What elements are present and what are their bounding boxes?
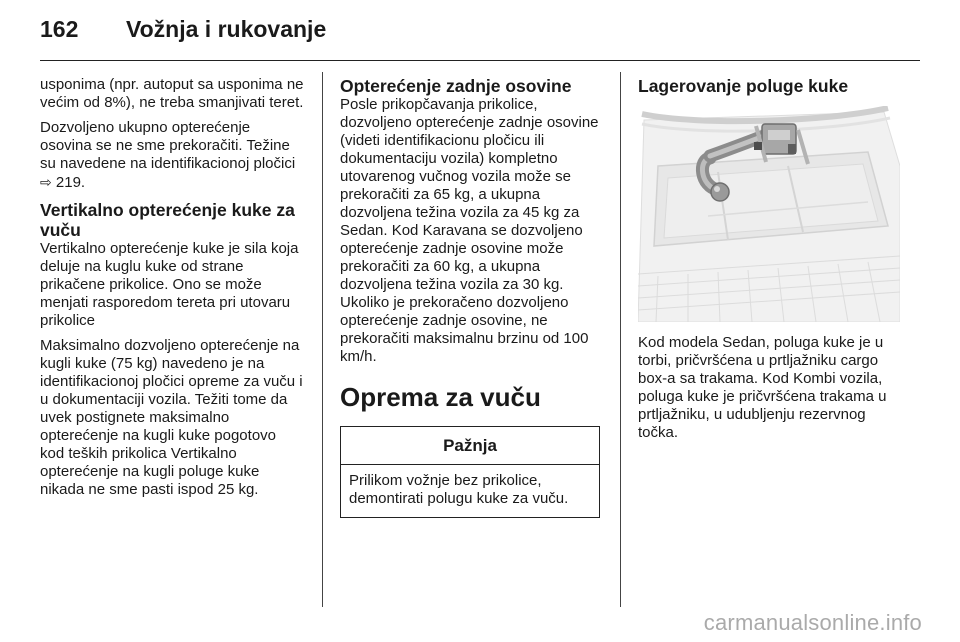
paragraph-vertical-load: Vertikalno opterećenje kuke je sila koja deluje na kuglu kuke od strane prikačene prikolice. Ono se može menjati rasporedom tereta pri utovaru prikolice xyxy=(40,240,299,329)
page-number: 162 xyxy=(40,16,79,42)
caution-box xyxy=(340,426,600,518)
page-reference-arrow-icon: ⇨ xyxy=(40,174,52,190)
column-left xyxy=(40,76,304,506)
column-middle xyxy=(340,76,602,518)
tow-bar-in-trunk-illustration xyxy=(638,106,900,322)
heading-rear-axle-load: Opterećenje zadnje osovine xyxy=(340,76,572,96)
tow-bar-illustration-svg xyxy=(638,106,900,322)
page-header xyxy=(40,14,920,54)
caution-body: Prilikom vožnje bez prikolice, demontirati polugu kuke za vuču. xyxy=(349,472,569,507)
paragraph-rear-axle-load: Posle prikopčavanja prikolice, dozvoljeno opterećenje zadnje osovine (videti identifikacionu pločicu ili dokumentaciju vozila) kompletno utovarenog vučnog vozila može se prekoračiti za 65 kg, a ukupna dozvoljena težina vozila za 45 kg za Sedan. Kod Karavana se dozvoljeno opterećenje zadnje osovine može prekoračiti za 60 kg, a ukupna dozvoljena težina vozila za 30 kg. Ukoliko je prekoračeno dozvoljeno opterećenje zadnje osovine, ne prekoračiti maksimalnu brzinu od 100 km/h. xyxy=(340,96,599,365)
paragraph-load-slopes: usponima (npr. autoput sa usponima ne većim od 8%), ne treba smanjivati teret. xyxy=(40,76,304,111)
header-rule xyxy=(40,60,920,61)
page-reference-link[interactable]: 219. xyxy=(55,174,86,191)
figure-caption: Kod modela Sedan, poluga kuke je u torbi, pričvršćena u prtljažniku cargo box-a sa trakama. Kod Kombi vozila, poluga kuke je pričvršćena trakama u prtljažniku, u udubljenju rezervnog točka. xyxy=(638,334,887,441)
paragraph-axle-load-text: Dozvoljeno ukupno opterećenje osovina se ne sme prekoračiti. Težine su navedene na identifikacionoj pločici xyxy=(40,119,296,172)
heading-tow-bar-storage: Lagerovanje poluge kuke xyxy=(638,76,849,96)
heading-vertical-load: Vertikalno opterećenje kuke za vuču xyxy=(40,200,295,240)
chapter-title: Vožnja i rukovanje xyxy=(126,16,327,42)
column-right xyxy=(638,76,906,449)
watermark: carmanualsonline.info xyxy=(703,610,922,635)
heading-towing-equipment: Oprema za vuču xyxy=(340,382,541,412)
paragraph-axle-load xyxy=(40,119,304,192)
column-divider-1 xyxy=(322,72,323,607)
caution-title: Pažnja xyxy=(341,427,599,465)
paragraph-max-load: Maksimalno dozvoljeno opterećenje na kugli kuke (75 kg) navedeno je na identifikacionoj pločici opreme za vuču i u dokumentaciji vozila. Težiti tome da uvek postignete maksimalno opterećenje na kugli kuke pogotovo kod teških prikolica Vertikalno opterećenje na kugli poluge kuke nikada ne sme pasti ispod 25 kg. xyxy=(40,337,303,498)
column-divider-2 xyxy=(620,72,621,607)
